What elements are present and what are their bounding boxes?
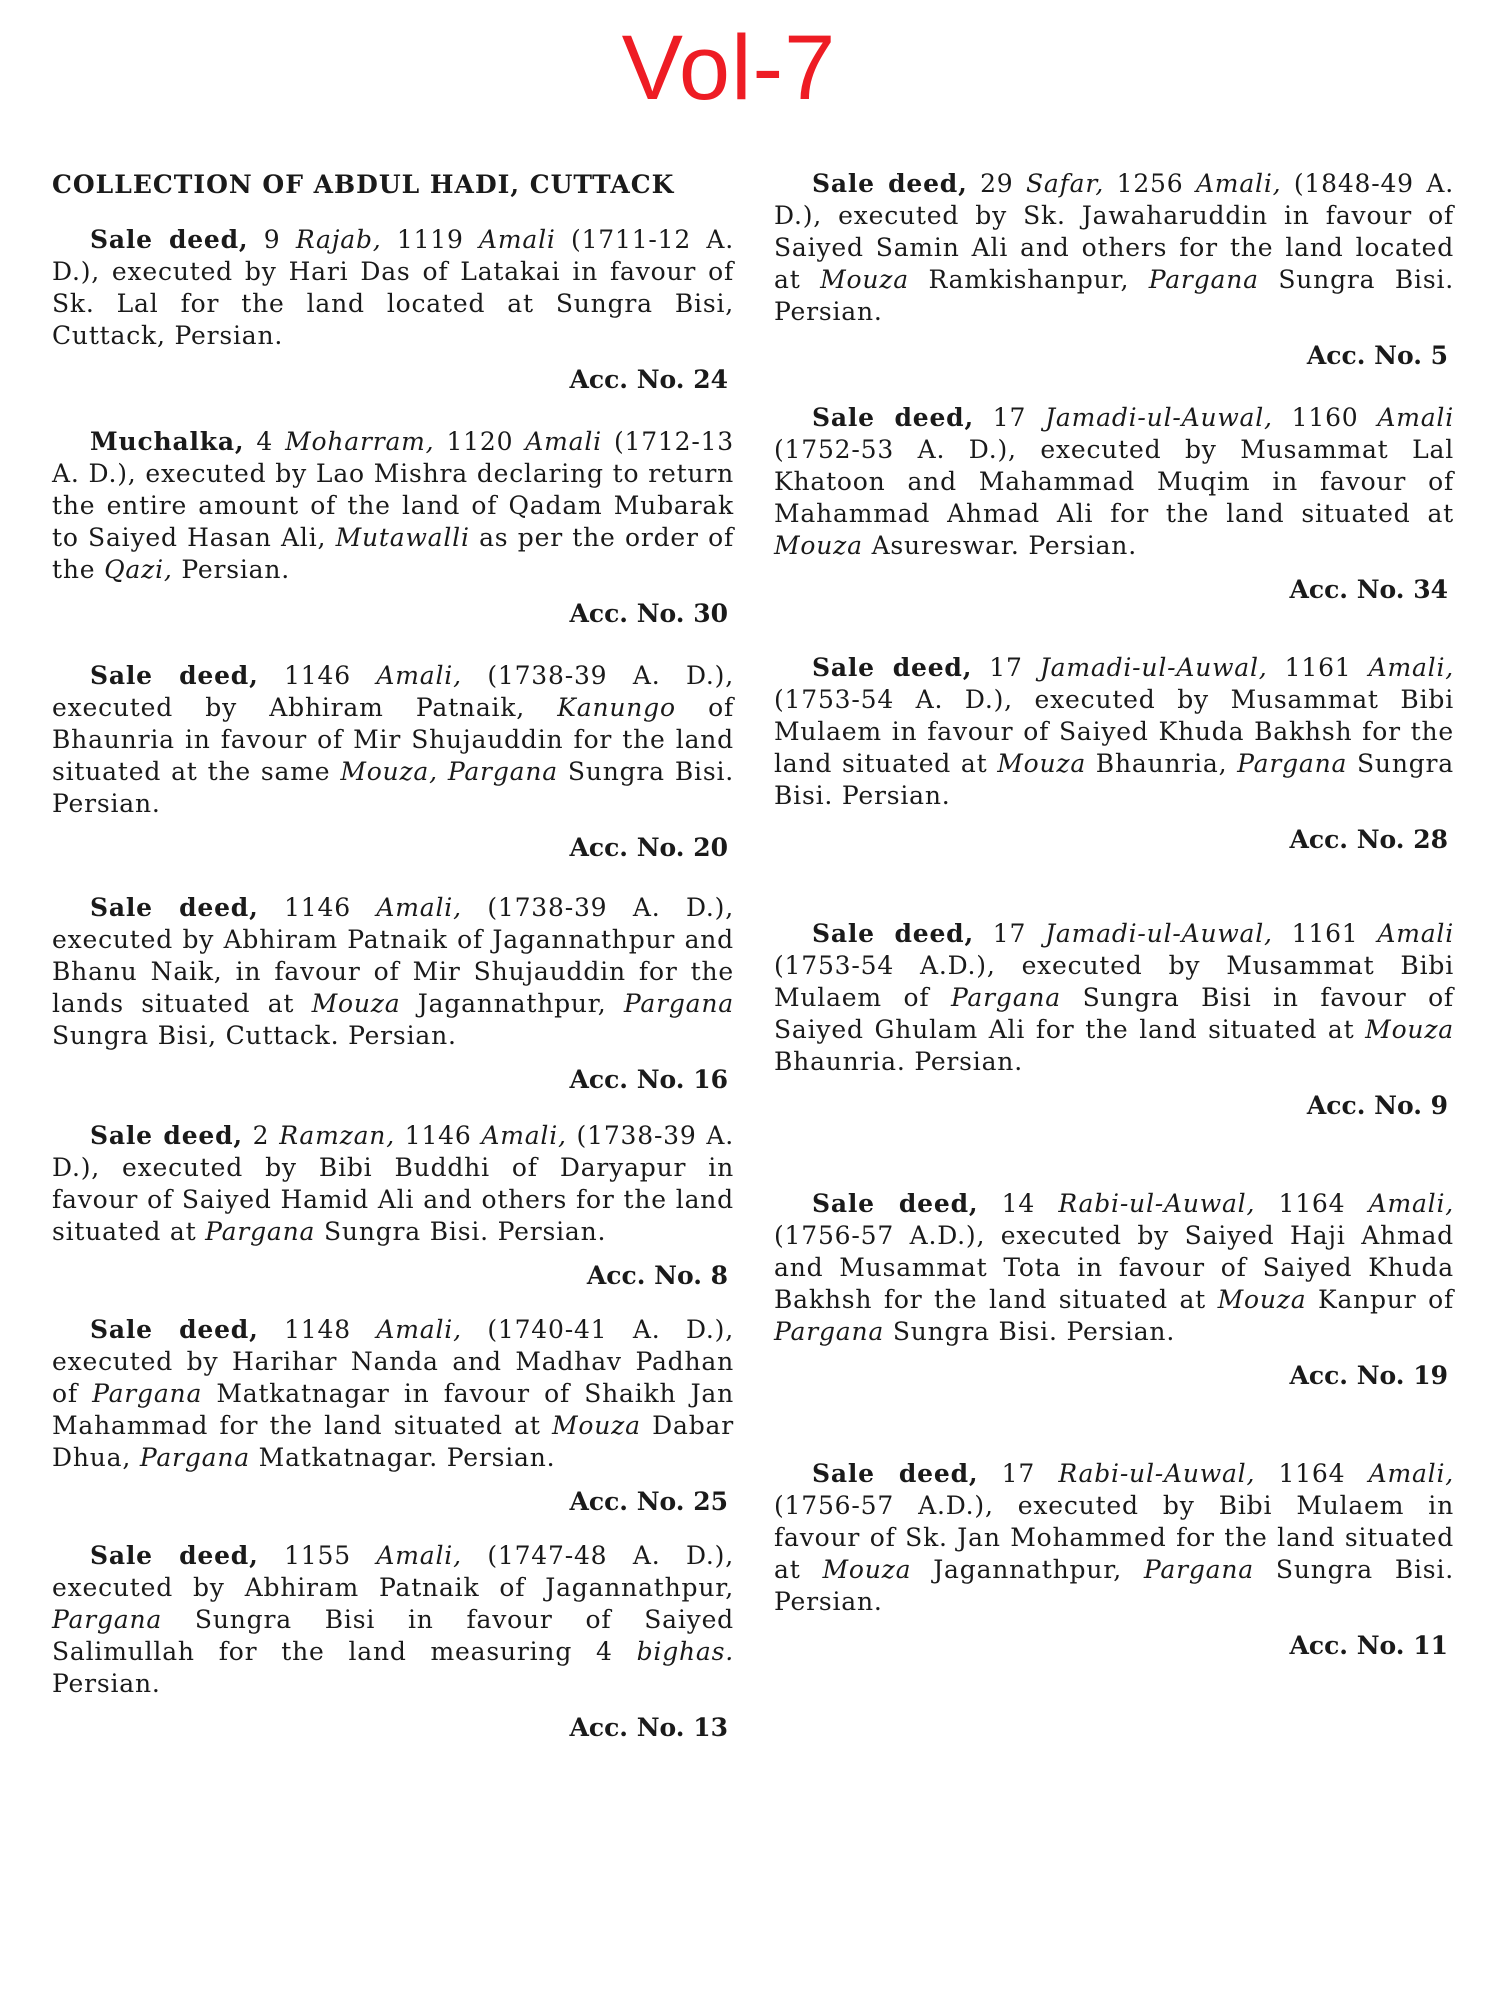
catalogue-entry	[52, 660, 734, 864]
entry-text: (1848-49 A. D.), executed by Sk. Jawaharuddin in favour of Saiyed Samin Ali and others for the land located at	[774, 169, 1454, 294]
entry-description	[52, 1120, 734, 1248]
entry-text: 1164	[1255, 1189, 1369, 1218]
entry-text: (1747-48 A. D.), executed by Abhiram Patnaik of Jagannathpur,	[52, 1541, 734, 1602]
entry-type: Sale deed,	[90, 661, 259, 690]
entry-text: Persian.	[52, 1669, 161, 1698]
catalogue-entry	[774, 1188, 1454, 1392]
entry-type: Muchalka,	[90, 427, 245, 456]
entry-term: Amali,	[376, 661, 462, 690]
entry-term: Pargana	[139, 1443, 250, 1472]
entry-text: 1161	[1272, 919, 1378, 948]
entry-type: Sale deed,	[812, 919, 974, 948]
entry-text: Ramkishanpur,	[908, 265, 1149, 294]
catalogue-entry	[774, 402, 1454, 606]
entry-term: Pargana	[1237, 749, 1348, 778]
entry-term: Amali,	[1368, 653, 1454, 682]
accession-number: Acc. No. 5	[1306, 341, 1448, 370]
entry-text: Matkatnagar in favour of Shaikh Jan Mahammad for the land situated at	[52, 1379, 734, 1440]
entry-term: Ramzan,	[279, 1121, 395, 1150]
entry-term: Amali,	[1195, 169, 1282, 198]
entry-term: Amali	[1377, 919, 1454, 948]
accession-number: Acc. No. 9	[1306, 1091, 1448, 1120]
accession-number: Acc. No. 16	[569, 1065, 728, 1094]
entry-description	[52, 660, 734, 820]
entry-text: 1146	[394, 1121, 482, 1150]
accession-number: Acc. No. 11	[1289, 1631, 1448, 1660]
right-entries-list	[774, 168, 1454, 1662]
entry-description	[774, 1188, 1454, 1348]
entry-text: (1740-41 A. D.), executed by Harihar Nanda and Madhav Padhan of	[52, 1315, 734, 1408]
accession-number: Acc. No. 25	[569, 1487, 728, 1516]
entry-text: 17	[973, 403, 1046, 432]
entry-term: Pargana	[52, 1605, 163, 1634]
entry-text: (1756-57 A.D.), executed by Saiyed Haji Ahmad and Musammat Tota in favour of Saiyed Khuda Bakhsh for the land situated at	[774, 1221, 1454, 1314]
entry-type: Sale deed,	[90, 1121, 243, 1150]
entry-term: Pargana	[92, 1379, 203, 1408]
entry-text: Dabar Dhua,	[52, 1411, 734, 1472]
catalogue-entry	[774, 918, 1454, 1122]
entry-term: Jamadi-ul-Auwal,	[1045, 403, 1273, 432]
entry-text: 14	[978, 1189, 1059, 1218]
entry-term: Amali,	[376, 893, 462, 922]
entry-term: Mouza,	[340, 757, 438, 786]
entry-type: Sale deed,	[90, 893, 259, 922]
left-entries-list	[52, 224, 734, 1744]
entry-text	[438, 757, 448, 786]
entry-description	[52, 892, 734, 1052]
entry-text: (1711-12 A. D.), executed by Hari Das of Latakai in favour of Sk. Lal for the land located at Sungra Bisi, Cuttack, Persian.	[52, 225, 734, 350]
entry-description	[774, 168, 1454, 328]
entry-text: 1146	[258, 661, 377, 690]
entry-term: Amali,	[1368, 1189, 1454, 1218]
entry-term: Pargana	[447, 757, 558, 786]
entry-text: 17	[972, 653, 1040, 682]
entry-text: 9	[248, 225, 296, 254]
entry-term: Mouza	[997, 749, 1087, 778]
entry-type: Sale deed,	[90, 225, 249, 254]
entry-term: Amali	[479, 225, 556, 254]
entry-text: Sungra Bisi in favour of Saiyed Salimullah for the land measuring 4	[52, 1605, 734, 1666]
entry-text: 1160	[1272, 403, 1378, 432]
entry-text: Matkatnagar. Persian.	[249, 1443, 556, 1472]
entry-text: (1752-53 A. D.), executed by Musammat Lal Khatoon and Mahammad Muqim in favour of Mahammad Ahmad Ali for the land situated at	[774, 435, 1454, 528]
entry-term: Mouza	[1365, 1015, 1454, 1044]
accession-number: Acc. No. 20	[569, 833, 728, 862]
entry-text: 29	[967, 169, 1026, 198]
catalogue-entry	[52, 224, 734, 396]
entry-text: Sungra Bisi. Persian.	[774, 749, 1454, 810]
entry-term: Mouza	[1217, 1285, 1307, 1314]
entry-text: 1161	[1267, 653, 1369, 682]
entry-text: Sungra Bisi. Persian.	[315, 1217, 607, 1246]
entry-text: (1753-54 A.D.), executed by Musammat Bibi Mulaem of	[774, 951, 1454, 1012]
entry-text: 1148	[258, 1315, 377, 1344]
entry-text: (1738-39 A. D.), executed by Abhiram Patnaik,	[52, 661, 734, 722]
entry-text: (1738-39 A. D.), executed by Bibi Buddhi of Daryapur in favour of Saiyed Hamid Ali and others for the land situated at	[52, 1121, 734, 1246]
entry-text: Persian.	[172, 555, 290, 584]
entry-description	[52, 1540, 734, 1700]
entry-description	[774, 918, 1454, 1078]
entry-term: Pargana	[1143, 1555, 1254, 1584]
entry-text: (1712-13 A. D.), executed by Lao Mishra declaring to return the entire amount of the land of Qadam Mubarak to Saiyed Hasan Ali,	[52, 427, 734, 552]
entry-text: of Bhaunria in favour of Mir Shujauddin for the land situated at the same	[52, 693, 734, 786]
entry-description	[774, 652, 1454, 812]
catalogue-entry	[774, 652, 1454, 856]
entry-term: Moharram,	[285, 427, 435, 456]
right-column	[774, 168, 1454, 1662]
entry-term: Pargana	[205, 1217, 316, 1246]
volume-label: Vol-7	[621, 17, 837, 119]
catalogue-entry	[774, 168, 1454, 372]
entry-description	[774, 402, 1454, 562]
entry-term: Qazi,	[104, 555, 173, 584]
entry-text: Sungra Bisi. Persian.	[774, 265, 1454, 326]
entry-type: Sale deed,	[812, 1459, 979, 1488]
entry-term: Pargana	[950, 983, 1062, 1012]
entry-text: Sungra Bisi. Persian.	[52, 757, 734, 818]
entry-term: Mouza	[311, 989, 401, 1018]
entry-text: Kanpur of	[1306, 1285, 1454, 1314]
entry-description	[52, 1314, 734, 1474]
entry-term: Safar,	[1026, 169, 1105, 198]
entry-term: Amali	[525, 427, 602, 456]
entry-term: Rajab,	[295, 225, 382, 254]
entry-text: Asureswar. Persian.	[862, 531, 1137, 560]
entry-term: Mouza	[552, 1411, 641, 1440]
catalogue-entry	[52, 426, 734, 630]
accession-number: Acc. No. 19	[1289, 1361, 1448, 1390]
entry-type: Sale deed,	[812, 403, 974, 432]
entry-term: Jamadi-ul-Auwal,	[1039, 653, 1268, 682]
entry-term: Amali,	[376, 1315, 462, 1344]
entry-text: Bhaunria. Persian.	[774, 1047, 1023, 1076]
entry-type: Sale deed,	[812, 653, 973, 682]
entry-type: Sale deed,	[90, 1541, 259, 1570]
accession-number: Acc. No. 24	[569, 365, 728, 394]
entry-term: Pargana	[623, 989, 734, 1018]
entry-term: Mouza	[822, 1555, 912, 1584]
entry-description	[52, 426, 734, 586]
entry-term: Amali,	[1368, 1459, 1454, 1488]
entry-text: 1119	[381, 225, 480, 254]
catalogue-entry	[52, 1120, 734, 1292]
catalogue-entry	[774, 1458, 1454, 1662]
entry-text: Bhaunria,	[1086, 749, 1238, 778]
entry-text: 17	[973, 919, 1046, 948]
left-column	[52, 168, 734, 1744]
entry-term: Jamadi-ul-Auwal,	[1045, 919, 1273, 948]
entry-term: Mutawalli	[335, 523, 470, 552]
entry-text: Jagannathpur,	[400, 989, 624, 1018]
entry-text: 1120	[434, 427, 526, 456]
entry-term: Amali,	[376, 1541, 462, 1570]
entry-term: Amali	[1377, 403, 1454, 432]
entry-description	[52, 224, 734, 352]
entry-text: (1756-57 A.D.), executed by Bibi Mulaem in favour of Sk. Jan Mohammed for the land situated at	[774, 1491, 1454, 1584]
entry-term: Rabi-ul-Auwal,	[1058, 1189, 1256, 1218]
entry-text: 1146	[258, 893, 377, 922]
entry-text: Sungra Bisi. Persian.	[884, 1317, 1176, 1346]
entry-term: Kanungo	[557, 693, 676, 722]
entry-term: bighas.	[636, 1637, 734, 1666]
entry-text: as per the order of the	[52, 523, 734, 584]
accession-number: Acc. No. 8	[586, 1261, 728, 1290]
entry-text: 1155	[258, 1541, 377, 1570]
catalogue-entry	[52, 1314, 734, 1518]
entry-type: Sale deed,	[812, 1189, 979, 1218]
entry-text: 1164	[1255, 1459, 1369, 1488]
entry-term: Amali,	[481, 1121, 567, 1150]
collection-heading: COLLECTION OF ABDUL HADI, CUTTACK	[52, 170, 675, 199]
entry-term: Pargana	[1148, 265, 1259, 294]
entry-text: 2	[242, 1121, 280, 1150]
entry-text: 4	[244, 427, 286, 456]
entry-type: Sale deed,	[812, 169, 968, 198]
entry-term: Mouza	[820, 265, 909, 294]
catalogue-entry	[52, 1540, 734, 1744]
entry-term: Mouza	[774, 531, 863, 560]
accession-number: Acc. No. 30	[569, 599, 728, 628]
entry-type: Sale deed,	[90, 1315, 259, 1344]
entry-description	[774, 1458, 1454, 1618]
accession-number: Acc. No. 28	[1289, 825, 1448, 854]
entry-text: Sungra Bisi in favour of Saiyed Ghulam Ali for the land situated at	[774, 983, 1454, 1044]
entry-text: 1256	[1104, 169, 1196, 198]
catalogue-entry	[52, 892, 734, 1096]
entry-text: 17	[978, 1459, 1059, 1488]
entry-term: Rabi-ul-Auwal,	[1058, 1459, 1256, 1488]
entry-text: (1738-39 A. D.), executed by Abhiram Patnaik of Jagannathpur and Bhanu Naik, in favour of Mir Shujauddin for the lands situated at	[52, 893, 734, 1018]
accession-number: Acc. No. 34	[1289, 575, 1448, 604]
entry-text: (1753-54 A. D.), executed by Musammat Bibi Mulaem in favour of Saiyed Khuda Bakhsh for the land situated at	[774, 685, 1454, 778]
entry-text: Sungra Bisi, Cuttack. Persian.	[52, 1021, 457, 1050]
entry-text: Sungra Bisi. Persian.	[774, 1555, 1454, 1616]
entry-term: Pargana	[774, 1317, 885, 1346]
entry-text: Jagannathpur,	[911, 1555, 1144, 1584]
accession-number: Acc. No. 13	[569, 1713, 728, 1742]
